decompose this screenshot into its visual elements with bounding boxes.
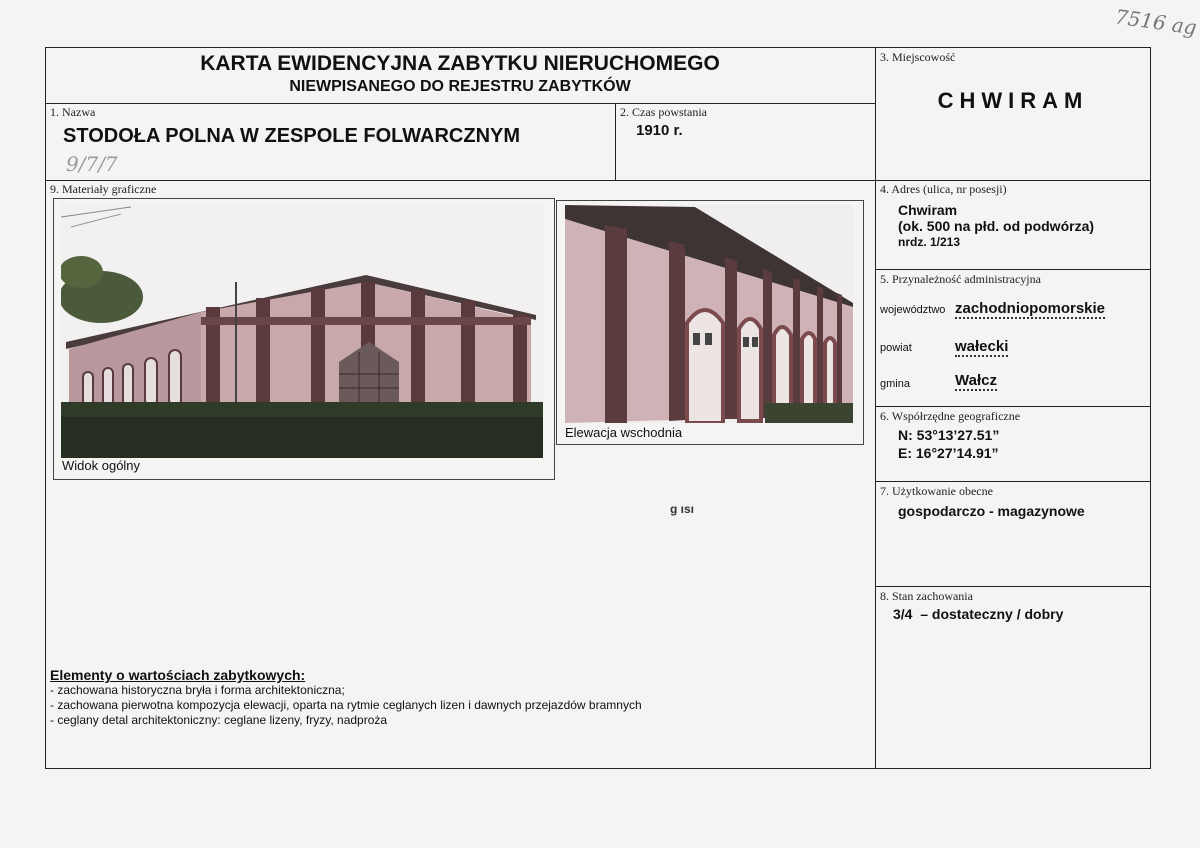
construction-date: 1910 r. bbox=[636, 122, 683, 139]
divider-field7 bbox=[875, 586, 1151, 587]
field7-label: 7. Użytkowanie obecne bbox=[880, 484, 993, 498]
divider-left-right bbox=[875, 47, 876, 769]
state-of-preservation: 3/4 – dostateczny / dobry bbox=[893, 606, 1064, 622]
coordinate-east: E: 16°27’14.91” bbox=[898, 445, 999, 461]
scan-artifact-text: g ısı bbox=[670, 502, 695, 516]
admin-county-key: powiat bbox=[880, 342, 912, 354]
photo-east-elevation bbox=[565, 205, 853, 423]
admin-voivodeship-value: zachodniopomorskie bbox=[955, 300, 1106, 317]
current-use: gospodarczo - magazynowe bbox=[898, 503, 1085, 519]
locality-name: CHWIRAM bbox=[937, 88, 1089, 113]
form-title-line1: KARTA EWIDENCYJNA ZABYTKU NIERUCHOMEGO bbox=[200, 52, 720, 75]
admin-commune-key: gmina bbox=[880, 378, 910, 390]
heritage-elements-heading: Elementy o wartościach zabytkowych: bbox=[50, 667, 306, 683]
field4-label: 4. Adres (ulica, nr posesji) bbox=[880, 182, 1007, 196]
field5-label: 5. Przynależność administracyjna bbox=[880, 272, 1041, 286]
divider-field5 bbox=[875, 406, 1151, 407]
field8-label: 8. Stan zachowania bbox=[880, 589, 973, 603]
photo-general-view bbox=[61, 202, 543, 458]
list-item: - ceglany detal architektoniczny: ceglane lizeny, fryzy, nadproża bbox=[50, 713, 388, 727]
admin-county-value: wałecki bbox=[955, 338, 1009, 355]
address-line3: nrdz. 1/213 bbox=[898, 235, 961, 249]
photo-east-elevation-caption: Elewacja wschodnia bbox=[565, 425, 683, 440]
address bbox=[898, 202, 1094, 250]
divider-header bbox=[45, 103, 875, 104]
divider-name-date bbox=[615, 103, 616, 180]
divider-top-section bbox=[45, 180, 1151, 181]
divider-field4 bbox=[875, 269, 1151, 270]
form-title-line2: NIEWPISANEGO DO REJESTRU ZABYTKÓW bbox=[289, 78, 631, 95]
field6-label: 6. Współrzędne geograficzne bbox=[880, 409, 1021, 423]
coordinate-north: N: 53°13’27.51” bbox=[898, 427, 1000, 443]
field1-label: 1. Nazwa bbox=[50, 105, 96, 119]
field2-label: 2. Czas powstania bbox=[620, 105, 707, 119]
list-item: - zachowana pierwotna kompozycja elewacji, oparta na rytmie ceglanych lizen i dawnych przejazdów bramnych bbox=[50, 698, 642, 712]
address-line2: (ok. 500 na płd. od podwórza) bbox=[898, 218, 1095, 234]
field9-label: 9. Materiały graficzne bbox=[50, 182, 157, 196]
heritage-elements-section bbox=[50, 667, 870, 728]
list-item: - zachowana historyczna bryła i forma architektoniczna; bbox=[50, 683, 345, 697]
form-title bbox=[45, 52, 875, 96]
admin-voivodeship-key: województwo bbox=[880, 304, 946, 316]
admin-commune-value: Wałcz bbox=[955, 372, 997, 389]
photo-general-view-caption: Widok ogólny bbox=[62, 458, 141, 473]
barn-east-elevation-image bbox=[565, 205, 853, 423]
barn-general-view-image bbox=[61, 202, 543, 458]
handwritten-annotation: 9/7/7 bbox=[66, 152, 118, 176]
field3-label: 3. Miejscowość bbox=[880, 50, 956, 64]
handwritten-reference-number: 7516 ag bbox=[1113, 4, 1199, 40]
heritage-elements-list bbox=[50, 683, 870, 728]
object-name: STODOŁA POLNA W ZESPOLE FOLWARCZNYM bbox=[63, 125, 521, 147]
address-line1: Chwiram bbox=[898, 202, 958, 218]
divider-field6 bbox=[875, 481, 1151, 482]
